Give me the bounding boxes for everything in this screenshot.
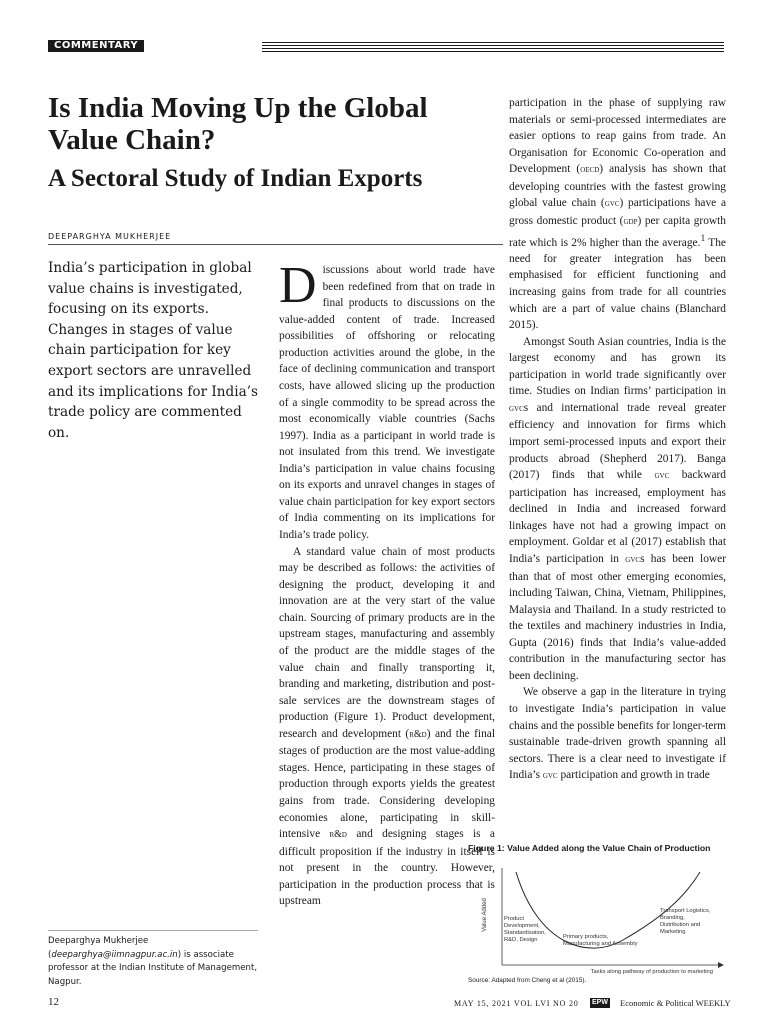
label-manufacturing: Primary products, Manufacturing and Assembly [563, 934, 638, 947]
abbr: r&d [329, 829, 347, 841]
paragraph-text: We observe a gap in the literature in trying to investigate India’s participation in value chains and the possible benefits for longer-term sustainable trade-driven growth spanning all sectors. There is a clear need to investigate if India’s [509, 686, 726, 782]
body-column-2 [509, 95, 726, 785]
paragraph-text: ) and the final stages of production are the most value-adding stages. Hence, participating in these stages of production through exports yields the greatest gains from trade. Considering developing economies alone, participating in skill-intensive [279, 727, 495, 841]
author-note: Deeparghya Mukherjee (deeparghya@iimnagpur.ac.in) is associate professor at the Indian Institute of Management, Nagpur. [48, 930, 258, 989]
paragraph-text: participation in the phase of supplying raw materials or semi-processed intermediates are easier options to reap gains from trade. An Organisation for Economic Co-operation and Development ( [509, 97, 726, 176]
paragraph-text: ) participations have a gross domestic product ( [509, 197, 726, 227]
paragraph [279, 544, 495, 910]
paragraph [509, 684, 726, 784]
page-number: 12 [48, 996, 59, 1008]
value-chain-figure [468, 860, 728, 980]
x-axis-arrow [718, 962, 724, 968]
paragraph-text: The need for greater integration has been emphasised for efficient functioning and increasing gains from trade for all countries which are a part of value chains (Blanchard 2015). [509, 236, 726, 332]
paragraph [279, 257, 495, 544]
abbr: oecd [580, 164, 600, 176]
figure-title: Figure 1: Value Added along the Value Chain of Production [468, 843, 711, 853]
article-title: Is India Moving Up the Global Value Chain? [48, 92, 428, 156]
paragraph [509, 95, 726, 334]
paragraph-text: ) per capita growth rate which is 2% higher than the average. [509, 214, 726, 249]
footnote-marker[interactable]: 1 [700, 233, 706, 244]
article-subtitle: A Sectoral Study of Indian Exports [48, 165, 423, 192]
abstract: India’s participation in global value chains is investigated, focusing on its exports. Changes in stages of value chain participation for key export sectors are unravelled and its implications for India’s trade policy are commented on. [48, 260, 258, 441]
x-axis-label: Tasks along pathway of production to marketing [590, 969, 713, 975]
body-column-1 [279, 257, 495, 910]
abbr: gvc [625, 553, 641, 565]
author-byline: DEEPARGHYA MUKHERJEE [48, 232, 503, 245]
paragraph-text: participation and growth in trade [557, 769, 710, 782]
epw-logo: EPW [592, 999, 608, 1006]
abbr: gvc [654, 470, 670, 482]
abbr: gvc [604, 198, 620, 210]
abbr: gvc [509, 402, 524, 414]
drop-cap: D [279, 257, 317, 314]
abbr: r&d [409, 728, 427, 740]
paragraph-text: Amongst South Asian countries, India is the largest economy and has grown its participation in world trade significantly over time. Studies on Indian firms’ participation in [509, 335, 726, 398]
paragraph-text: A standard value chain of most products may be described as follows: the activities of designing the product, developing it and innovation are at the very start of the value chain. Sourcing of primary products are in the upstream stages, manufacturing and assembly of the product are the middle stages of the value chain and finally transporting it, branding and marketing, distribution and post-sale services are the downstream stages of production (Figure 1). Product development, research and development ( [279, 545, 495, 740]
paragraph-text: and designing stages is a difficult proposition if the industry in itself is not present in the country. However, participation in the production process that is upstream [279, 828, 495, 908]
author-note-affiliation: is associate professor at the Indian Institute of Management, Nagpur. [48, 949, 258, 987]
paragraph-text: ) analysis has shown that developing countries with the fastest growing global value chain ( [509, 163, 726, 210]
author-email[interactable]: deeparghya@iimnagpur.ac.in [51, 949, 178, 960]
figure-source: Source: Adapted from Cheng et al (2015). [468, 977, 587, 984]
paragraph-text: backward participation has increased, employment has declined in India and increased forward linkages have not had a growing impact on employment. Goldar et al (2017) establish that India’s participation in [509, 469, 726, 565]
issue-date: MAY 15, 2021 VOL LVI NO 20 [454, 999, 579, 1008]
author-note-name: Deeparghya Mukherjee [48, 936, 149, 946]
journal-name: Economic & Political WEEKLY [620, 998, 731, 1008]
abbr: gvc [542, 770, 558, 782]
header-rule [262, 42, 724, 52]
paragraph [509, 334, 726, 685]
paragraph-text: iscussions about world trade have been redefined from that on trade in final products to discussions on the value-added content of trade. Increased possibilities of offshoring or relocating production activities around the globe, in the face of declining communication and transport costs, have allowed slicing up the production of a single commodity to be spread across the most economically viable countries (Sachs 1997). India as a participant in world trade is not insulated from this trend. We investigate India’s participation in value chains focusing on its exports and unravel changes in stages of value chain participation for key export sectors of India commenting on its implications for India’s trade policy. [279, 264, 495, 541]
label-product-development: Product Development, Standardisation, R&D, Design [504, 916, 546, 943]
section-label: COMMENTARY [48, 40, 144, 52]
abbr: gdp [623, 215, 638, 227]
paragraph-text: s and international trade reveal greater efficiency and innovation for firms which import semi-processed inputs and export their products abroad (Shepherd 2017). Banga (2017) finds that while [509, 401, 726, 482]
y-axis-label: Value Added [482, 898, 488, 932]
paragraph-text: s has been lower than that of most other emerging economies, including Taiwan, China, Vietnam, Philippines, Malaysia and Thailand. In a study restricted to the textiles and machinery industries in India, Gupta (2016) finds that India’s value-added contribution in the manufacturing sector has been declining. [509, 552, 726, 682]
label-marketing: Transport Logistics, Branding, Distribution and Marketing [660, 908, 711, 935]
